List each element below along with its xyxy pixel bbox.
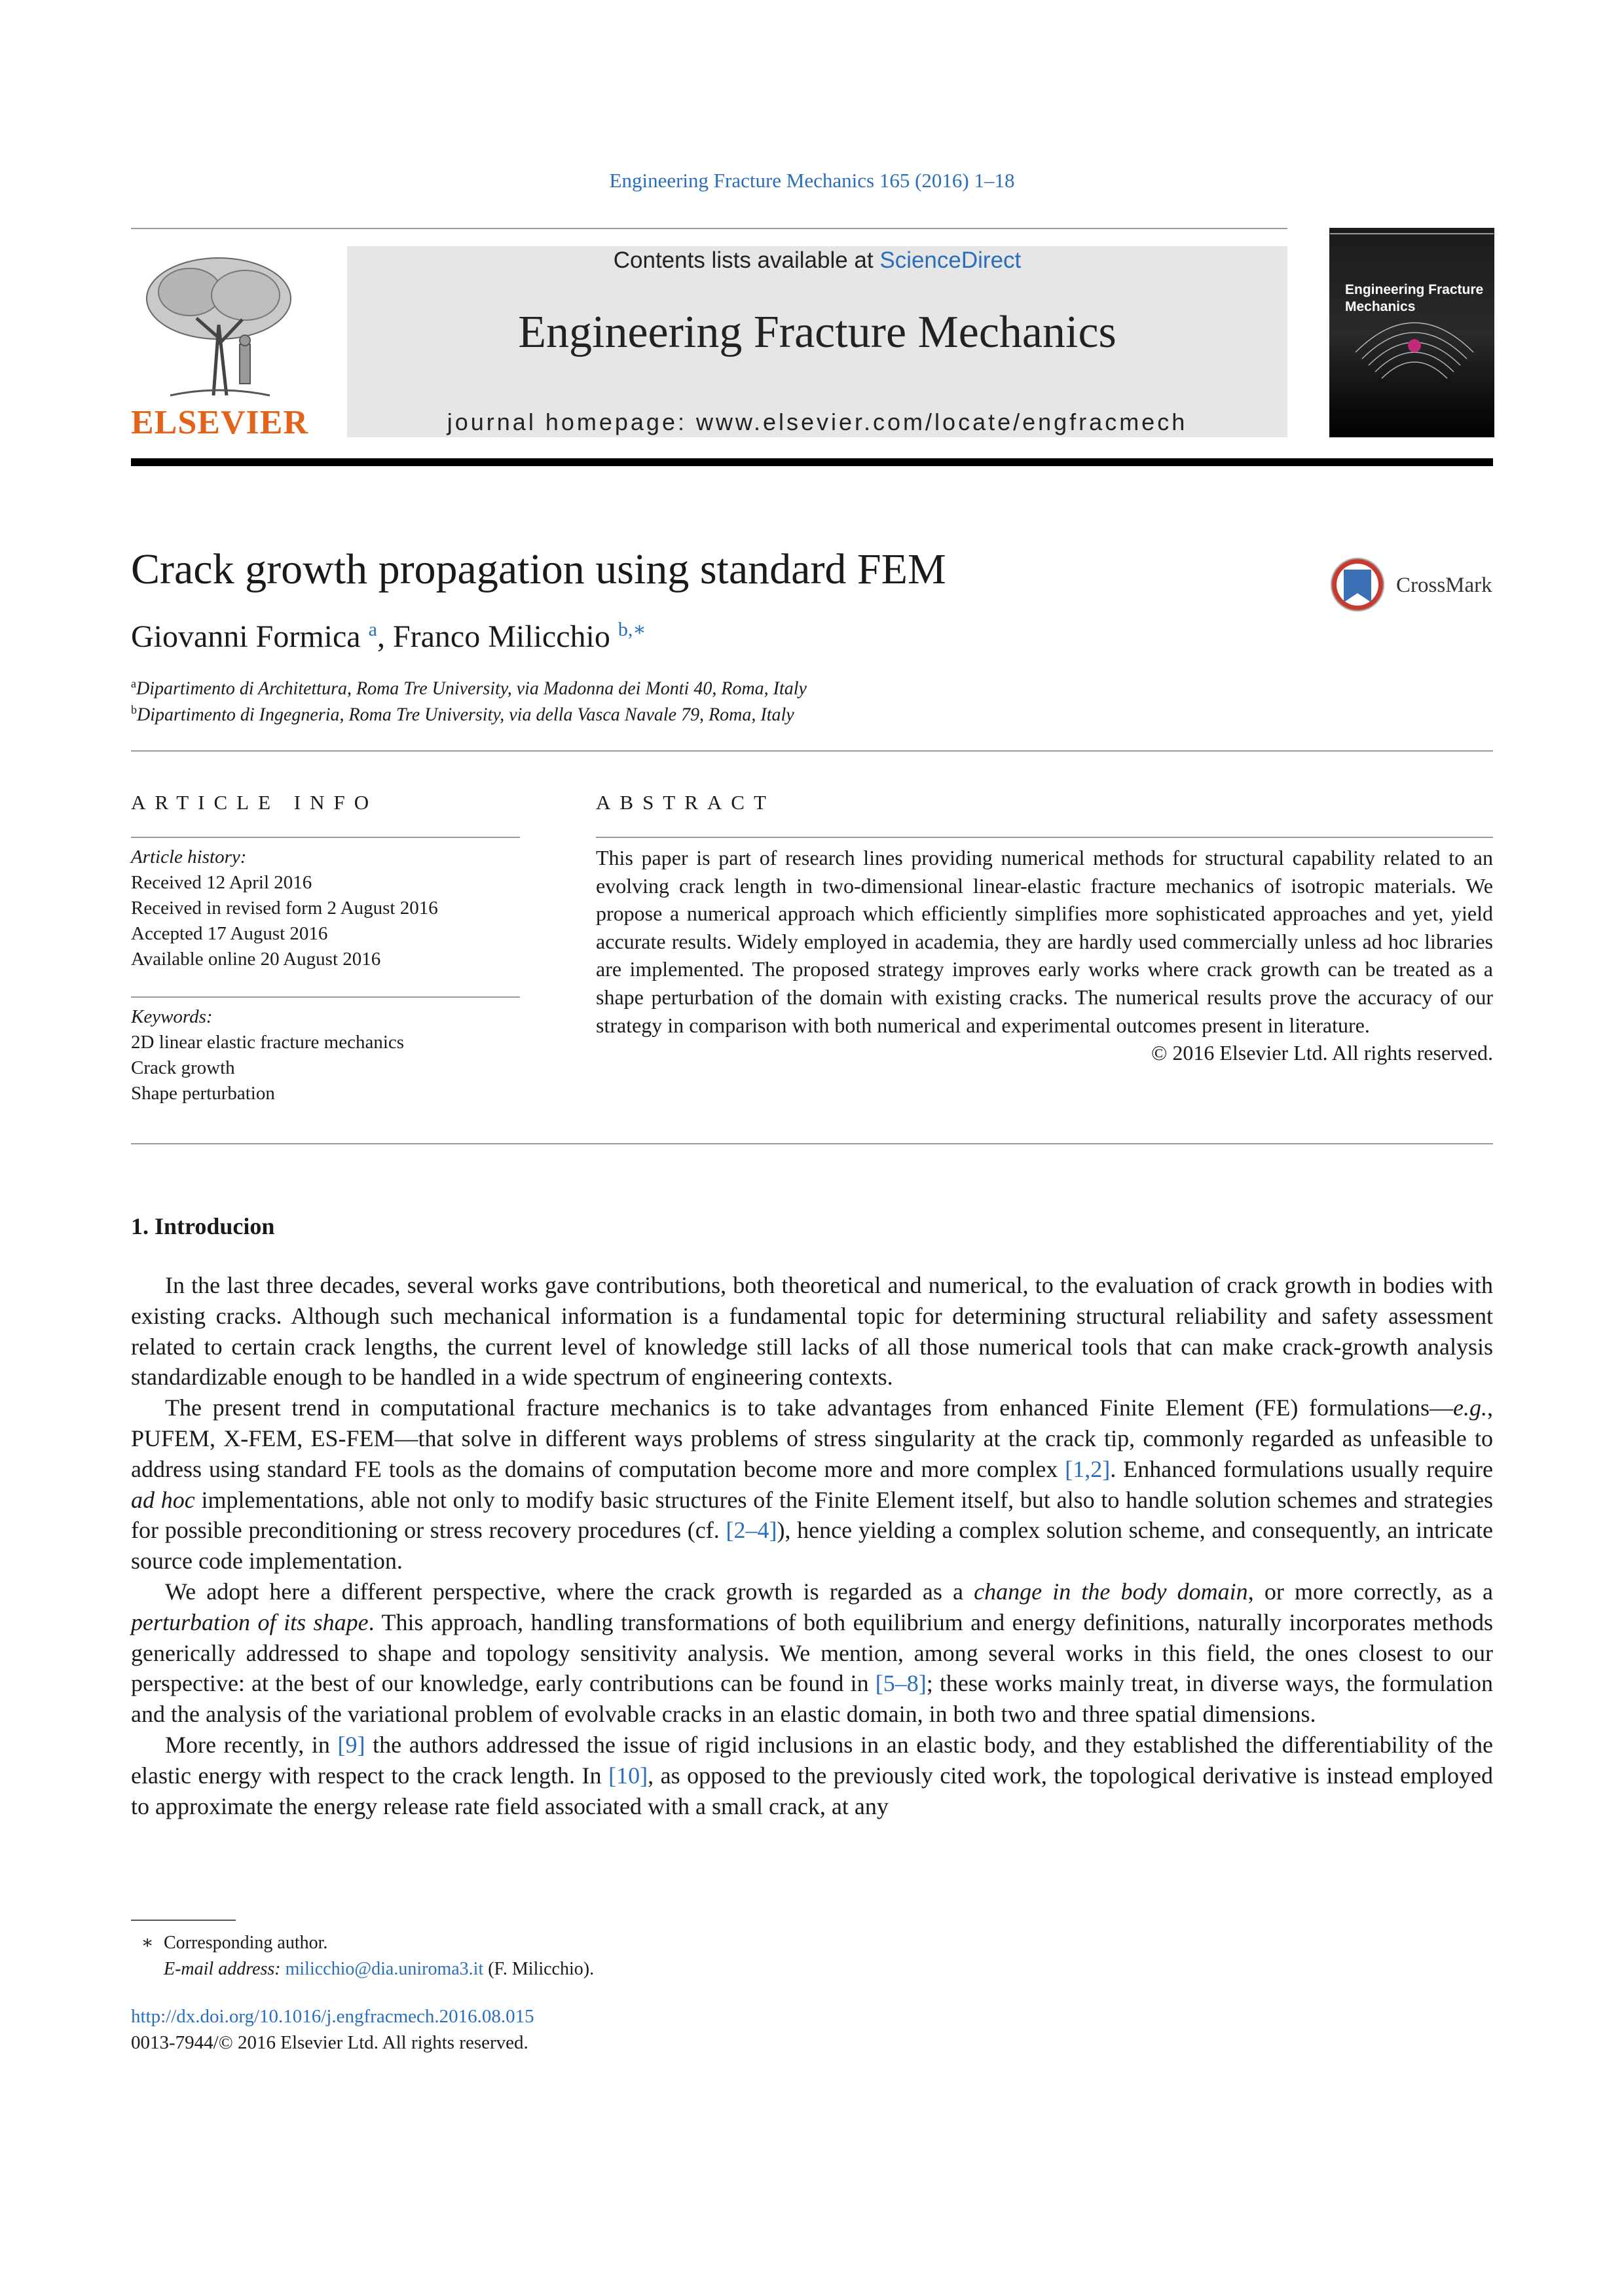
text-run-italic: change in the body domain [974, 1578, 1248, 1605]
keyword: Crack growth [131, 1057, 235, 1078]
section-heading: 1. Introducion [131, 1213, 275, 1239]
abstract-body [596, 844, 1493, 1067]
affiliation-marker[interactable]: a [368, 619, 377, 640]
email-label: E-mail address: [164, 1959, 286, 1979]
affiliation-text: Dipartimento di Ingegneria, Roma Tre University, via della Vasca Navale 79, Roma, Italy [137, 704, 794, 725]
cover-artwork [1342, 254, 1486, 405]
issn-copyright: 0013-7944/© 2016 Elsevier Ltd. All rights reserved. [131, 2032, 528, 2053]
footnote-corresponding [131, 1930, 594, 1956]
doi-block [131, 2003, 534, 2056]
text-run-italic: ad hoc [131, 1486, 195, 1513]
citation-link[interactable]: [2–4] [726, 1517, 777, 1544]
text-run: implementations, able not only to modify basic structures of the Finite Element itself, but also to handle solution schemes and strategies for possible preconditioning or stress recovery procedures (cf. [131, 1486, 1494, 1544]
citation-link[interactable]: [10] [608, 1762, 648, 1789]
abstract-bottom-rule [131, 1143, 1493, 1144]
contents-prefix: Contents lists available at [613, 247, 880, 273]
journal-citation-link[interactable]: Engineering Fracture Mechanics 165 (2016) 1–18 [609, 169, 1015, 192]
article-history [131, 845, 438, 972]
journal-cover-image[interactable] [1329, 228, 1494, 437]
text-run-italic: e.g. [1453, 1394, 1487, 1421]
sciencedirect-link[interactable]: ScienceDirect [879, 247, 1022, 273]
citation-link[interactable]: [9] [337, 1731, 365, 1758]
title-block-rule [131, 750, 1493, 752]
footnote-email [131, 1956, 594, 1982]
elsevier-wordmark: ELSEVIER [131, 404, 308, 441]
journal-title: Engineering Fracture Mechanics [518, 307, 1116, 357]
body-paragraph: In the last three decades, several works gave contributions, both theoretical and numerical, to the evaluation of crack growth in bodies with existing cracks. Although such mechanical information is a fundamental topic for determining structural reliability and safety assessment related to certain crack lengths, the current level of knowledge still lacks of all those numerical tools that can make crack-growth analysis standardizable enough to be handled in a wide spectrum of engineering contexts. [131, 1272, 1493, 1391]
header-thick-rule [131, 458, 1493, 466]
header-top-rule [131, 228, 1287, 229]
affiliation-marker[interactable]: b,∗ [618, 619, 646, 640]
text-run: ; these works mainly treat, in diverse ways, the formulation and the analysis of the variational problem of evolvable cracks in an elastic domain, in both two and three spatial dimensions. [131, 1670, 1493, 1728]
section-body [131, 1270, 1493, 1821]
journal-homepage-link[interactable]: journal homepage: www.elsevier.com/locate/engfracmech [447, 409, 1188, 435]
email-suffix: (F. Milicchio). [483, 1959, 595, 1979]
text-run: , as opposed to the previously cited work, the topological derivative is instead employed to approximate the energy release rate field associated with a small crack, at any [131, 1762, 1493, 1819]
affiliation-text: Dipartimento di Architettura, Roma Tre University, via Madonna dei Monti 40, Roma, Italy [136, 678, 807, 699]
footnote-text: Corresponding author. [164, 1933, 328, 1953]
text-run: , PUFEM, X-FEM, ES-FEM—that solve in different ways problems of stress singularity at the crack tip, commonly regarded as unfeasible to address using standard FE tools as the domains of computation become more and more complex [131, 1394, 1493, 1482]
article-info-heading: ARTICLE INFO [131, 791, 378, 814]
abstract-copyright: © 2016 Elsevier Ltd. All rights reserved. [1151, 1041, 1493, 1065]
body-paragraph [131, 1393, 1493, 1576]
history-item: Available online 20 August 2016 [131, 949, 381, 970]
text-run: More recently, in [165, 1731, 338, 1758]
citation-link[interactable]: [5–8] [875, 1670, 927, 1697]
history-label: Article history: [131, 847, 247, 867]
crossmark-icon[interactable] [1329, 556, 1386, 613]
author-name[interactable]: Franco Milicchio [392, 619, 610, 654]
cover-stripe [1330, 233, 1494, 234]
footnote-marker: ∗ [141, 1933, 154, 1953]
body-paragraph [131, 1576, 1493, 1730]
footnote [131, 1930, 594, 1982]
crossmark-label[interactable]: CrossMark [1396, 574, 1492, 597]
doi-link[interactable]: http://dx.doi.org/10.1016/j.engfracmech.2016.08.015 [131, 2006, 534, 2027]
abstract-heading: ABSTRACT [596, 791, 775, 814]
keywords [131, 1004, 404, 1106]
email-link[interactable]: milicchio@dia.uniroma3.it [285, 1959, 484, 1979]
history-item: Received 12 April 2016 [131, 872, 312, 893]
affiliation-sup: a [131, 677, 136, 690]
history-item: Accepted 17 August 2016 [131, 923, 328, 944]
text-run: . Enhanced formulations usually require [1110, 1455, 1494, 1482]
text-run: ), hence yielding a complex solution scheme, and consequently, an intricate source code implementation. [131, 1517, 1493, 1575]
article-info-rule [131, 837, 520, 838]
body-paragraph [131, 1730, 1493, 1821]
keyword: Shape perturbation [131, 1083, 275, 1104]
affiliation-sup: b [131, 703, 137, 716]
keywords-label: Keywords: [131, 1006, 213, 1027]
keywords-rule [131, 996, 520, 998]
text-run: We adopt here a different perspective, where the crack growth is regarded as a [165, 1578, 974, 1605]
keyword: 2D linear elastic fracture mechanics [131, 1032, 405, 1053]
text-run: , or more correctly, as a [1247, 1578, 1493, 1605]
history-item: Received in revised form 2 August 2016 [131, 898, 438, 919]
article-title: Crack growth propagation using standard FEM [131, 545, 946, 593]
abstract-paragraph: This paper is part of research lines providing numerical methods for structural capability related to an evolving crack length in two-dimensional linear-elastic fracture mechanics of isotropic materials. We propose a numerical approach which efficiently simplifies more sophisticated approaches and yet, yield accurate results. Widely employed in academia, they are hardly used commercially unless ad hoc libraries are implemented. The proposed strategy improves early works where crack growth can be treated as a shape perturbation of the domain with existing cracks. The numerical results prove the accuracy of our strategy in comparison with both numerical and experimental outcomes present in literature. [596, 846, 1493, 1037]
text-run-italic: perturbation of its shape [131, 1609, 369, 1635]
author-list: Giovanni Formica $^a$, Franco Milicchio $^{b,∗}$ [131, 619, 646, 654]
text-run: . This approach, handling transformations of both equilibrium and energy definitions, naturally incorporates methods generically addressed to shape and topology sensitivity analysis. We mention, among several works in this field, the ones closest to our perspective: at the best of our knowledge, early contributions can be found in [131, 1609, 1493, 1697]
text-run: the authors addressed the issue of rigid inclusions in an elastic body, and they established the differentiability of the elastic energy with respect to the crack length. In [131, 1731, 1494, 1789]
affiliation-b [131, 703, 794, 725]
citation-link[interactable]: [1,2] [1065, 1455, 1111, 1482]
cover-title: Engineering Fracture Mechanics [1345, 282, 1484, 314]
footnote-rule [131, 1920, 236, 1921]
author-name[interactable]: Giovanni Formica [131, 619, 361, 654]
abstract-rule [596, 837, 1493, 838]
contents-line [347, 246, 1287, 274]
text-run: The present trend in computational fracture mechanics is to take advantages from enhanced Finite Element (FE) formulations— [165, 1394, 1454, 1421]
affiliation-a [131, 677, 807, 699]
